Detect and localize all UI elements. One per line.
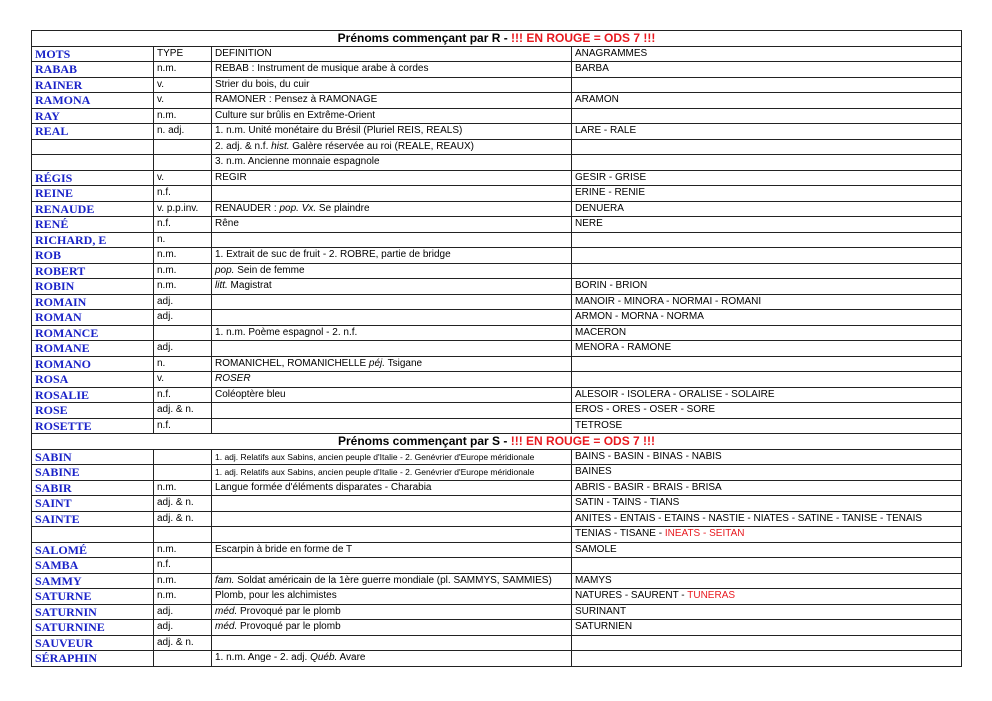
cell-type: n.m.	[154, 573, 212, 589]
cell-anagrammes	[572, 217, 962, 233]
cell-definition: 1. n.m. Unité monétaire du Brésil (Pluriel REIS, REALS)	[212, 124, 572, 140]
cell-type	[154, 325, 212, 341]
cell-mot: SAMMY	[32, 573, 154, 589]
cell-type: adj. & n.	[154, 496, 212, 512]
cell-anagrammes	[572, 279, 962, 295]
anagrammes-text: SAMOLE	[575, 543, 617, 555]
cell-definition	[212, 511, 572, 527]
cell-anagrammes	[572, 124, 962, 140]
table-row	[32, 589, 962, 605]
cell-type	[154, 527, 212, 543]
cell-type: n.m.	[154, 279, 212, 295]
header-definition: DEFINITION	[212, 46, 572, 62]
cell-anagrammes	[572, 139, 962, 155]
cell-anagrammes	[572, 325, 962, 341]
cell-definition: 1. n.m. Ange - 2. adj. Québ. Avare	[212, 651, 572, 667]
cell-mot: SALOMÉ	[32, 542, 154, 558]
cell-definition: REBAB : Instrument de musique arabe à cordes	[212, 62, 572, 78]
cell-type: n.m.	[154, 248, 212, 264]
cell-type	[154, 651, 212, 667]
table-row	[32, 356, 962, 372]
cell-definition	[212, 310, 572, 326]
cell-anagrammes	[572, 589, 962, 605]
header-mots: MOTS	[32, 46, 154, 62]
cell-definition: RENAUDER : pop. Vx. Se plaindre	[212, 201, 572, 217]
cell-anagrammes	[572, 341, 962, 357]
cell-definition: Strier du bois, du cuir	[212, 77, 572, 93]
cell-mot: ROBIN	[32, 279, 154, 295]
anagrammes-text: TETROSE	[575, 419, 623, 431]
cell-mot: RÉGIS	[32, 170, 154, 186]
title-r-text: Prénoms commençant par R -	[337, 31, 512, 46]
cell-mot: SABIN	[32, 449, 154, 465]
anagrammes-text: ANITES - ENTAIS - ETAINS - NASTIE - NIATES - SATINE - TANISE - TENAIS	[575, 512, 923, 524]
spreadsheet	[31, 30, 961, 667]
cell-mot: SAUVEUR	[32, 635, 154, 651]
cell-anagrammes	[572, 62, 962, 78]
cell-mot: RENAUDE	[32, 201, 154, 217]
table-row	[32, 77, 962, 93]
table-row	[32, 139, 962, 155]
anagrammes-text: MAMYS	[575, 574, 612, 586]
cell-definition: REGIR	[212, 170, 572, 186]
anagrammes-ods7-text: INEATS - SEITAN	[664, 528, 745, 540]
cell-type	[154, 155, 212, 171]
cell-type: n.	[154, 356, 212, 372]
table-row	[32, 387, 962, 403]
cell-anagrammes	[572, 263, 962, 279]
cell-type: n.m.	[154, 480, 212, 496]
cell-anagrammes	[572, 294, 962, 310]
cell-definition: 3. n.m. Ancienne monnaie espagnole	[212, 155, 572, 171]
table-row	[32, 325, 962, 341]
cell-mot: ROMAIN	[32, 294, 154, 310]
cell-mot: ROB	[32, 248, 154, 264]
anagrammes-text: SATIN - TAINS - TIANS	[575, 497, 680, 509]
cell-type: n.	[154, 232, 212, 248]
cell-mot: ROSALIE	[32, 387, 154, 403]
anagrammes-text: MENORA - RAMONE	[575, 342, 672, 354]
cell-anagrammes	[572, 558, 962, 574]
cell-mot: SATURNIN	[32, 604, 154, 620]
cell-mot: SATURNINE	[32, 620, 154, 636]
cell-mot: RAMONA	[32, 93, 154, 109]
cell-definition	[212, 341, 572, 357]
cell-anagrammes	[572, 620, 962, 636]
cell-type: v.	[154, 372, 212, 388]
cell-definition: Escarpin à bride en forme de T	[212, 542, 572, 558]
cell-mot: RAY	[32, 108, 154, 124]
cell-definition: Coléoptère bleu	[212, 387, 572, 403]
table-row	[32, 372, 962, 388]
cell-mot: RAINER	[32, 77, 154, 93]
cell-definition: 1. n.m. Poème espagnol - 2. n.f.	[212, 325, 572, 341]
cell-definition	[212, 186, 572, 202]
anagrammes-ods7-text: TUNERAS	[687, 590, 736, 602]
header-type: TYPE	[154, 46, 212, 62]
table-row	[32, 511, 962, 527]
cell-mot: RABAB	[32, 62, 154, 78]
table-row	[32, 155, 962, 171]
cell-mot: REINE	[32, 186, 154, 202]
cell-anagrammes	[572, 232, 962, 248]
anagrammes-text: GESIR - GRISE	[575, 171, 647, 183]
table-row	[32, 217, 962, 233]
cell-definition: 1. Extrait de suc de fruit - 2. ROBRE, partie de bridge	[212, 248, 572, 264]
cell-mot: ROBERT	[32, 263, 154, 279]
table-row	[32, 93, 962, 109]
anagrammes-text: DENUERA	[575, 202, 624, 214]
cell-definition: litt. Magistrat	[212, 279, 572, 295]
cell-anagrammes	[572, 542, 962, 558]
cell-type: n.m.	[154, 263, 212, 279]
title-r-red-text: !!! EN ROUGE = ODS 7 !!!	[511, 31, 656, 46]
table-row	[32, 108, 962, 124]
table-row	[32, 496, 962, 512]
anagrammes-text: NATURES - SAURENT -	[575, 590, 688, 602]
cell-anagrammes	[572, 496, 962, 512]
cell-type: adj. & n.	[154, 511, 212, 527]
table-row	[32, 341, 962, 357]
anagrammes-text: ARMON - MORNA - NORMA	[575, 311, 704, 323]
cell-definition: 1. adj. Relatifs aux Sabins, ancien peuple d'Italie - 2. Genévrier d'Europe méridionale	[212, 449, 572, 465]
anagrammes-text: SATURNIEN	[575, 621, 633, 633]
table-row	[32, 651, 962, 667]
cell-definition	[212, 418, 572, 434]
cell-type	[154, 449, 212, 465]
table-row	[32, 279, 962, 295]
cell-anagrammes	[572, 573, 962, 589]
anagrammes-text: MANOIR - MINORA - NORMAI - ROMANI	[575, 295, 762, 307]
cell-anagrammes	[572, 480, 962, 496]
cell-mot: ROSA	[32, 372, 154, 388]
cell-mot: ROMANCE	[32, 325, 154, 341]
cell-anagrammes	[572, 511, 962, 527]
anagrammes-text: MACERON	[575, 326, 627, 338]
cell-anagrammes	[572, 248, 962, 264]
cell-type: v.	[154, 93, 212, 109]
cell-type	[154, 139, 212, 155]
cell-type: n.f.	[154, 418, 212, 434]
table-row	[32, 418, 962, 434]
cell-mot: SAMBA	[32, 558, 154, 574]
names-table	[31, 30, 962, 667]
cell-definition: fam. Soldat américain de la 1ère guerre mondiale (pl. SAMMYS, SAMMIES)	[212, 573, 572, 589]
table-row	[32, 527, 962, 543]
table-row	[32, 263, 962, 279]
anagrammes-text: LARE - RALE	[575, 125, 637, 137]
cell-anagrammes	[572, 93, 962, 109]
cell-mot: SABINE	[32, 465, 154, 481]
table-row	[32, 294, 962, 310]
table-row	[32, 480, 962, 496]
cell-type: v.	[154, 170, 212, 186]
cell-anagrammes	[572, 604, 962, 620]
cell-mot: SABIR	[32, 480, 154, 496]
table-row	[32, 232, 962, 248]
cell-type: n.f.	[154, 558, 212, 574]
cell-definition	[212, 294, 572, 310]
cell-anagrammes	[572, 372, 962, 388]
table-row	[32, 449, 962, 465]
cell-type: adj. & n.	[154, 403, 212, 419]
table-row	[32, 186, 962, 202]
cell-mot: ROMAN	[32, 310, 154, 326]
anagrammes-text: EROS - ORES - OSER - SORE	[575, 404, 716, 416]
cell-type: adj.	[154, 310, 212, 326]
cell-anagrammes	[572, 186, 962, 202]
table-row	[32, 62, 962, 78]
table-row	[32, 573, 962, 589]
cell-anagrammes	[572, 403, 962, 419]
cell-anagrammes	[572, 465, 962, 481]
cell-type: n. adj.	[154, 124, 212, 140]
table-row	[32, 201, 962, 217]
cell-definition: pop. Sein de femme	[212, 263, 572, 279]
cell-mot: ROSE	[32, 403, 154, 419]
anagrammes-text: ARAMON	[575, 94, 619, 106]
anagrammes-text: ALESOIR - ISOLERA - ORALISE - SOLAIRE	[575, 388, 775, 400]
cell-mot: ROMANE	[32, 341, 154, 357]
cell-mot	[32, 139, 154, 155]
cell-anagrammes	[572, 651, 962, 667]
cell-definition: méd. Provoqué par le plomb	[212, 604, 572, 620]
table-row	[32, 542, 962, 558]
title-s-red-text: !!! EN ROUGE = ODS 7 !!!	[510, 434, 656, 449]
cell-definition: 1. adj. Relatifs aux Sabins, ancien peuple d'Italie - 2. Genévrier d'Europe méridionale	[212, 465, 572, 481]
anagrammes-text: TENIAS - TISANE -	[575, 528, 665, 540]
cell-mot: RICHARD, E	[32, 232, 154, 248]
anagrammes-text: BORIN - BRION	[575, 280, 648, 292]
cell-anagrammes	[572, 310, 962, 326]
cell-anagrammes	[572, 77, 962, 93]
cell-mot	[32, 155, 154, 171]
cell-anagrammes	[572, 356, 962, 372]
cell-type	[154, 465, 212, 481]
cell-type: n.m.	[154, 108, 212, 124]
cell-mot: SÉRAPHIN	[32, 651, 154, 667]
cell-type: n.f.	[154, 387, 212, 403]
cell-definition: Rêne	[212, 217, 572, 233]
cell-type: adj.	[154, 341, 212, 357]
cell-definition	[212, 403, 572, 419]
anagrammes-text: ERINE - RENIE	[575, 187, 646, 199]
cell-definition	[212, 527, 572, 543]
cell-type: adj.	[154, 604, 212, 620]
cell-anagrammes	[572, 527, 962, 543]
cell-type: n.f.	[154, 217, 212, 233]
cell-definition: ROSER	[212, 372, 572, 388]
cell-definition	[212, 635, 572, 651]
cell-anagrammes	[572, 449, 962, 465]
anagrammes-text: BARBA	[575, 63, 609, 75]
table-row	[32, 620, 962, 636]
cell-type: v.	[154, 77, 212, 93]
title-s-text: Prénoms commençant par S -	[337, 434, 511, 449]
cell-mot: ROMANO	[32, 356, 154, 372]
cell-mot: SATURNE	[32, 589, 154, 605]
cell-definition	[212, 558, 572, 574]
cell-anagrammes	[572, 108, 962, 124]
cell-mot: SAINTE	[32, 511, 154, 527]
table-row	[32, 635, 962, 651]
cell-definition: Langue formée d'éléments disparates - Charabia	[212, 480, 572, 496]
cell-definition: méd. Provoqué par le plomb	[212, 620, 572, 636]
cell-type: adj.	[154, 620, 212, 636]
cell-definition: RAMONER : Pensez à RAMONAGE	[212, 93, 572, 109]
cell-definition	[212, 232, 572, 248]
table-row	[32, 604, 962, 620]
cell-type: n.f.	[154, 186, 212, 202]
table-row	[32, 124, 962, 140]
section-title-s	[32, 434, 962, 450]
anagrammes-text: NERE	[575, 218, 603, 230]
cell-type: n.m.	[154, 62, 212, 78]
cell-type: adj. & n.	[154, 635, 212, 651]
cell-mot: ROSETTE	[32, 418, 154, 434]
anagrammes-text: BAINES	[575, 466, 612, 478]
cell-mot: RENÉ	[32, 217, 154, 233]
cell-definition: ROMANICHEL, ROMANICHELLE péj. Tsigane	[212, 356, 572, 372]
cell-type: n.m.	[154, 542, 212, 558]
cell-type: v. p.p.inv.	[154, 201, 212, 217]
header-row	[32, 46, 962, 62]
cell-definition	[212, 496, 572, 512]
cell-definition: 2. adj. & n.f. hist. Galère réservée au roi (REALE, REAUX)	[212, 139, 572, 155]
cell-type: adj.	[154, 294, 212, 310]
cell-definition: Plomb, pour les alchimistes	[212, 589, 572, 605]
table-row	[32, 310, 962, 326]
section-title-r	[32, 31, 962, 47]
anagrammes-text: BAINS - BASIN - BINAS - NABIS	[575, 450, 722, 462]
table-row	[32, 170, 962, 186]
cell-anagrammes	[572, 155, 962, 171]
cell-mot: REAL	[32, 124, 154, 140]
cell-anagrammes	[572, 635, 962, 651]
cell-type: n.m.	[154, 589, 212, 605]
cell-anagrammes	[572, 201, 962, 217]
cell-anagrammes	[572, 387, 962, 403]
cell-anagrammes	[572, 170, 962, 186]
header-anagrammes: ANAGRAMMES	[572, 46, 962, 62]
anagrammes-text: ABRIS - BASIR - BRAIS - BRISA	[575, 481, 722, 493]
cell-mot	[32, 527, 154, 543]
cell-anagrammes	[572, 418, 962, 434]
table-row	[32, 465, 962, 481]
table-row	[32, 403, 962, 419]
cell-definition: Culture sur brûlis en Extrême-Orient	[212, 108, 572, 124]
cell-mot: SAINT	[32, 496, 154, 512]
table-row	[32, 248, 962, 264]
anagrammes-text: SURINANT	[575, 605, 627, 617]
table-row	[32, 558, 962, 574]
